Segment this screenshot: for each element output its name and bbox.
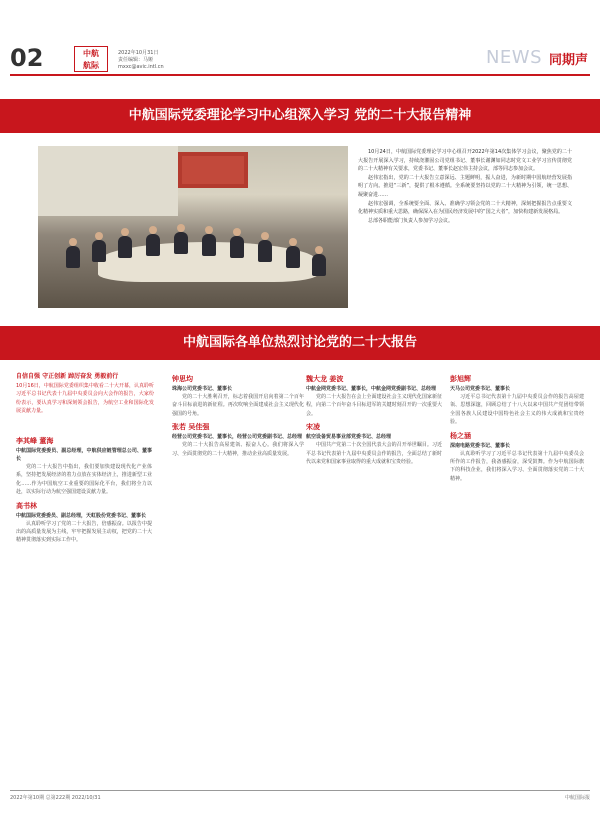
speaker-name: 杨之涵 <box>450 431 471 440</box>
speaker-text: 党的二十大报告中指出，我们要加快建设现代化产业体系，坚持把发展经济的着力点放在实体经济上，推进新型工业化……作为中国航空工业重要的国际化平台，我们将全力以赴，以实际行动为航空强国建设贡献力量。 <box>16 464 152 496</box>
page-header <box>0 0 600 80</box>
speaker-text: 习近平总书记代表第十九届中央委员会作的报告高屋建瓴、思想深邃，回顾总结了十八大以来中国共产党团结带领全国各族人民建设中国特色社会主义的伟大成就和宝贵经验。 <box>450 394 584 426</box>
speaker-text: 认真聆听学习了党的二十大报告，倍感振奋。以报告中提出的高质量发展为主线，牢牢把握发展主动权，把党的二十大精神贯彻落实到实际工作中。 <box>16 520 152 544</box>
issue-meta <box>118 50 164 71</box>
article1-paragraph: 赵伟宏指出，党的二十大报告立意深远、主题鲜明，振人奋进，为新时期中国航经营发展指明了方向。推进“三新”，提供了根本遵循。全系统要坚持以党的二十大精神为引领，统一思想、凝聚奋进…… <box>358 174 572 198</box>
speaker-name: 李其峰 董海 <box>16 437 54 445</box>
speaker-name: 张若 吴佳强 <box>172 423 210 432</box>
speaker-name: 宋凌 <box>306 423 320 432</box>
footer-paper-name: 中航国际报 <box>564 795 590 801</box>
article1-paragraph: 总部各职能部门负责人参加学习会议。 <box>368 217 454 224</box>
speaker-text: 党的二十大报告在会上全面建设社会主义现代化国家新征程，向第二个百年奋斗目标进军的关键时刻召开的一次重要大会。 <box>306 394 442 417</box>
speaker-text: 党的二十大报告高屋建瓴、振奋人心。我们将深入学习、全面贯彻党的二十大精神，推动企业高质量发展。 <box>172 442 304 457</box>
article2-intro <box>16 372 154 416</box>
speaker-role: 中航金网党委书记、董事长，中航金网党委副书记、总经理 <box>306 386 437 392</box>
intro-text: 10月16日，中航国际党委组织集中收看二十大开幕，认真聆听习近平总书记代表十九届中央委员会向大会作的报告，大家纷纷表示，要认真学习和深刻领会报告，为航空工业和国际化发展贡献力量。 <box>16 383 154 415</box>
footer-issue: 2022年第10期 总第222期 2022/10/31 <box>10 795 101 801</box>
page-number: 02 <box>10 44 44 72</box>
section-name-cn: 同期声 <box>548 53 588 68</box>
speaker-name: 魏大龙 姜波 <box>306 375 344 383</box>
article1-body <box>358 148 572 225</box>
meeting-photo <box>38 146 348 308</box>
issue-date: 2022年10月31日 <box>118 50 159 56</box>
speaker-name: 钟思均 <box>172 375 193 383</box>
article2-title: 中航国际各单位热烈讨论党的二十大报告 <box>0 326 600 360</box>
intro-heading: 自信自强 守正创新 踔厉奋发 勇毅前行 <box>16 373 119 380</box>
column-3 <box>306 370 442 466</box>
header-rule <box>10 74 590 76</box>
issue-editor: 责任编辑：马姬 <box>118 57 154 63</box>
article1-paragraph: 赵伟宏强调，全系统要全面、深入、准确学习领会党的二十大精神，深刻把握报告点重要文化精神实质和重大思路，确保深入在为国民经济发展中的“国之大者”，加快构建新发展格局。 <box>358 200 572 216</box>
speaker-role: 经营公司党委书记、董事长，经营公司党委副书记、总经理 <box>172 434 303 441</box>
speaker-name: 彭旭辉 <box>450 375 471 383</box>
column-1 <box>16 432 152 545</box>
speaker-text: 党的二十大胜利召开，标志着我国开启向着第二个百年奋斗目标前进的新征程。再次吹响全面建成社会主义现代化强国的号角。 <box>172 394 304 417</box>
speaker-role: 中航国际党委委员、副总经理，中航供应链管理总公司、董事长 <box>16 448 152 462</box>
page-footer <box>10 790 590 801</box>
article1-title: 中航国际党委理论学习中心组深入学习 党的二十大报告精神 <box>0 99 600 133</box>
article1-paragraph: 10月24日，中航国际党委理论学习中心组召开2022年第14次集体学习会议，聚焦党的二十大报告开展深入学习，持续浇灌固公司党组书记、董事长谢渊如同志时党文工业学习宣传贯彻党的二十大精神有关要求，党委书记、董事长赵宏伟主持会议，部等同志参加会议。 <box>358 149 572 173</box>
column-2 <box>172 370 304 458</box>
column-4 <box>450 370 584 483</box>
newspaper-logo: 中航 航际 <box>74 46 108 72</box>
issue-email: mxxc@avic.intl.cn <box>118 64 164 70</box>
section-name-en: NEWS <box>485 47 542 68</box>
speaker-role: 航空设备贸易事业部党委书记、总经理 <box>306 434 392 441</box>
speaker-text: 认真聆听学习了习近平总书记代表第十九届中央委员会所作的工作报告，我备感振奋，深受鼓舞。作为中航国际旗下的科技企业，我们将深入学习、全面贯彻落实党的二十大精神。 <box>450 450 584 482</box>
speaker-role: 天马公司党委书记、董事长 <box>450 386 511 392</box>
speaker-name: 高书林 <box>16 501 37 510</box>
speaker-role: 中航国际党委委员、副总经理，天虹股份党委书记、董事长 <box>16 512 147 519</box>
speaker-role: 珠海公司党委书记、董事长 <box>172 386 233 392</box>
speaker-role: 深南电路党委书记、董事长 <box>450 442 511 449</box>
speaker-text: 中国共产党第二十次全国代表大会的召开举世瞩目。习近平总书记代表第十九届中央委员会作的报告，全面总结了新时代以来党和国家事业取得的重大成就和宝贵经验。 <box>306 442 442 466</box>
